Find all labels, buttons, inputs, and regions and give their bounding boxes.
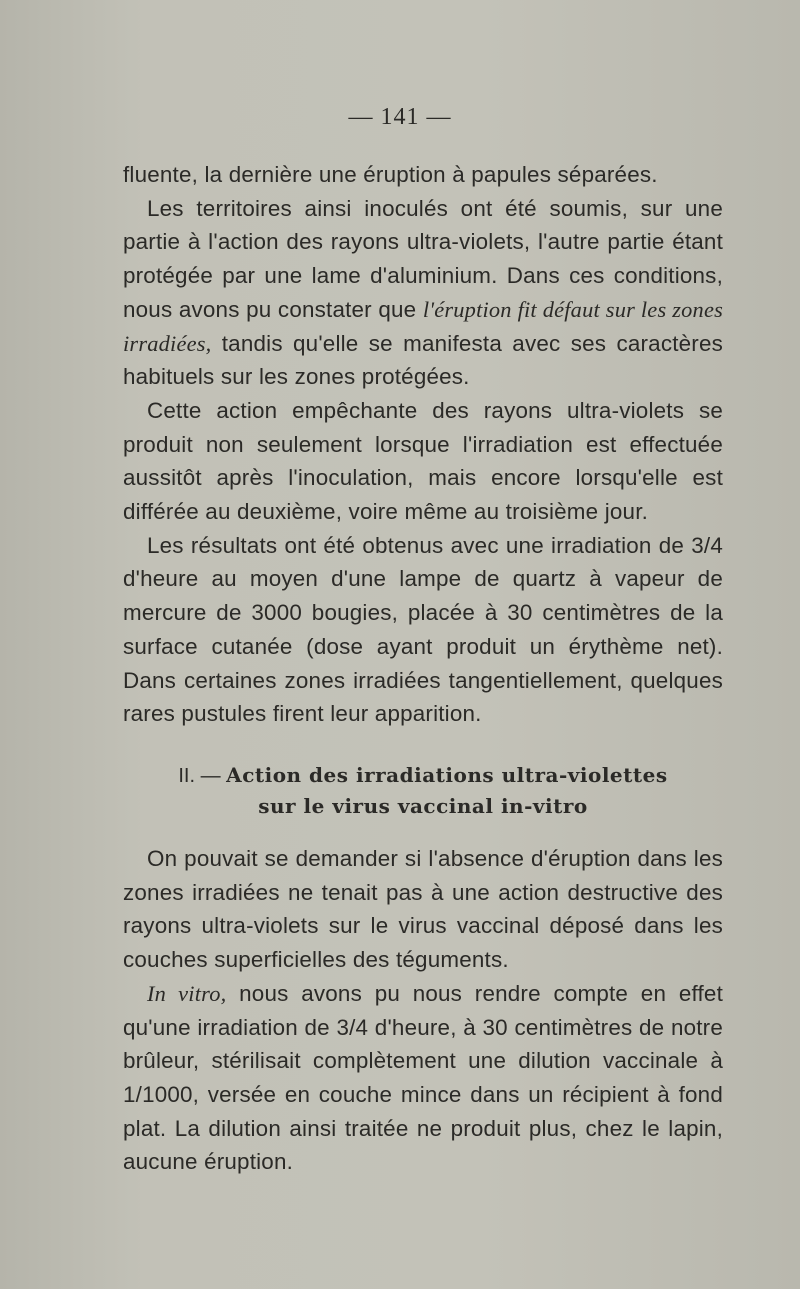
paragraph-inoculation-part-b: tandis qu'elle se manifesta avec ses caractères habituels sur les zones protégées. [123, 330, 723, 390]
section-heading [123, 760, 723, 822]
paragraph-inoculation [123, 192, 723, 394]
section-2-text [123, 842, 723, 1179]
paragraph-action: Cette action empêchante des rayons ultra-violets se produit non seulement lorsque l'irradiation est effectuée aussitôt après l'inoculation, mais encore lorsqu'elle est différée au deuxième, voire même au troisième jour. [123, 397, 723, 525]
paragraph-continuation: fluente, la dernière une éruption à papules séparées. [123, 162, 658, 187]
paragraph-results: Les résultats ont été obtenus avec une irradiation de 3/4 d'heure au moyen d'une lampe de quartz à vapeur de mercure de 3000 bougies, placée à 30 centimètres de la surface cutanée (dose ayant produit un érythème net). Dans certaines zones irradiées tangentiellement, quelques rares pustules firent leur apparition. [123, 532, 723, 727]
paragraph-inoculation-part-a: Les territoires ainsi inoculés ont été soumis, sur une partie à l'action des rayons ultra-violets, l'autre partie étant protégée par une lame d'aluminium. Dans ces conditions, nous avons pu constater que [123, 195, 723, 322]
paragraph-in-vitro [123, 977, 723, 1179]
section-heading-title-2: sur le virus vaccinal in-vitro [258, 794, 588, 818]
section-heading-line-2 [123, 791, 723, 822]
paragraph-in-vitro-emphasis: In vitro, [147, 980, 227, 1006]
section-1-text [123, 158, 723, 731]
paragraph-inoculation-emphasis: l'éruption fit défaut sur les zones irradiées, [123, 296, 723, 356]
page-number: — 141 — [348, 104, 452, 130]
paragraph-in-vitro-text: nous avons pu nous rendre compte en effet qu'une irradiation de 3/4 d'heure, à 30 centimètres de notre brûleur, stérilisait complètement une dilution vaccinale à 1/1000, versée en couche mince dans un récipient à fond plat. La dilution ainsi traitée ne produit plus, chez le lapin, aucune éruption. [123, 980, 723, 1175]
paragraph-question: On pouvait se demander si l'absence d'éruption dans les zones irradiées ne tenait pas à une action destructive des rayons ultra-violets sur le virus vaccinal déposé dans les couches superficielles des téguments. [123, 846, 723, 973]
section-heading-number: II. — [178, 765, 227, 787]
section-heading-title-1: Action des irradiations ultra-violettes [226, 763, 668, 787]
section-heading-line-1 [123, 760, 723, 791]
